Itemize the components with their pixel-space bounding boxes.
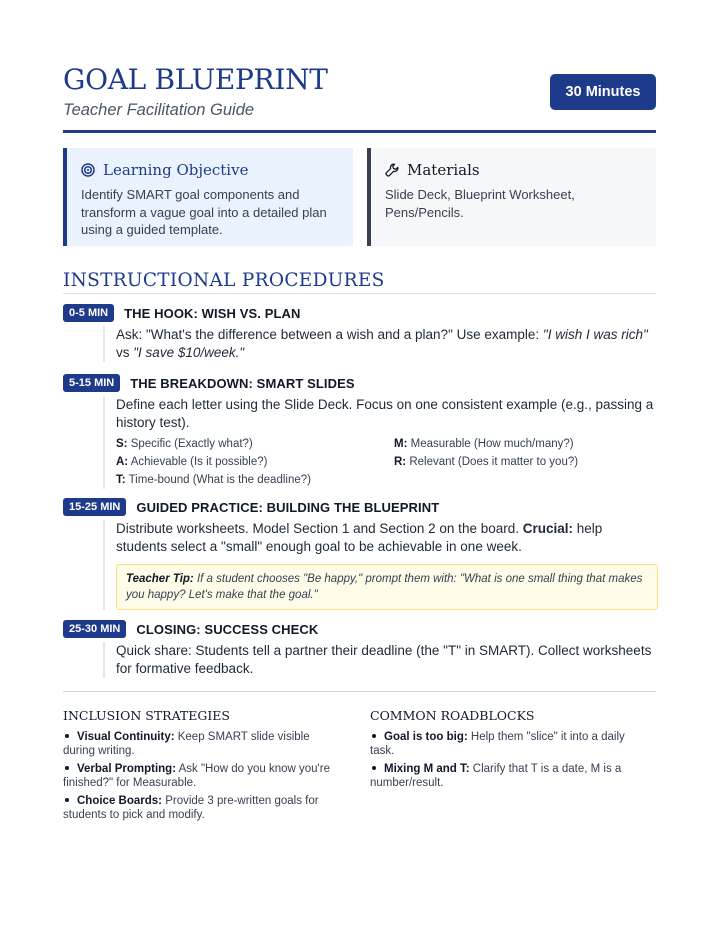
item-text: Ask "How do you know you're finished?" for Measurable. — [63, 763, 330, 789]
item-text: Clarify that T is a date, M is a number/result. — [370, 763, 622, 789]
breakdown-text: Define each letter using the Slide Deck. Focus on one consistent example (e.g., passing a history test). — [116, 397, 654, 430]
footer-divider — [63, 691, 656, 692]
smart-item-m — [394, 435, 594, 453]
smart-desc: Specific (Exactly what?) — [127, 438, 253, 450]
duration-badge: 30 Minutes — [550, 74, 656, 110]
tip-text: If a student chooses "Be happy," prompt them with: "What is one small thing that makes you happy? Let's make that the goal." — [126, 573, 643, 601]
materials-title: Materials — [407, 161, 480, 179]
wrench-icon — [385, 163, 399, 177]
list-item — [370, 730, 650, 758]
smart-letter: R: — [394, 456, 407, 468]
summary-cards — [63, 148, 656, 246]
procedure-header — [63, 304, 656, 322]
time-badge: 15-25 MIN — [63, 498, 126, 516]
practice-text — [116, 520, 656, 556]
bullet-icon — [372, 766, 376, 770]
procedure-text — [103, 396, 656, 489]
smart-desc: Time-bound (What is the deadline?) — [125, 474, 311, 486]
smart-list — [116, 435, 656, 489]
procedure-text — [103, 326, 656, 362]
materials-card — [367, 148, 656, 246]
procedure-title: THE HOOK: WISH VS. PLAN — [124, 305, 301, 321]
smart-letter: T: — [116, 474, 126, 486]
objective-text: Identify SMART goal components and transform a vague goal into a detailed plan using a guided template. — [81, 187, 327, 237]
bullet-icon — [65, 798, 69, 802]
procedure-header — [63, 374, 656, 392]
list-item — [63, 730, 343, 758]
smart-letter: M: — [394, 438, 408, 450]
roadblocks-list — [370, 730, 650, 790]
smart-letter: S: — [116, 438, 128, 450]
list-item — [63, 762, 343, 790]
time-badge: 0-5 MIN — [63, 304, 114, 322]
inclusion-strategies — [63, 708, 343, 826]
objective-heading — [81, 159, 341, 181]
smart-item-t — [116, 471, 394, 489]
inclusion-list — [63, 730, 343, 822]
page-subtitle: Teacher Facilitation Guide — [63, 101, 255, 119]
bullet-icon — [372, 734, 376, 738]
time-badge: 25-30 MIN — [63, 620, 126, 638]
materials-text: Slide Deck, Blueprint Worksheet, Pens/Pencils. — [385, 187, 575, 220]
item-text: Provide 3 pre-written goals for students to pick and modify. — [63, 795, 319, 821]
teacher-tip — [116, 564, 658, 610]
materials-heading — [385, 159, 644, 181]
procedures-divider — [63, 293, 656, 294]
practice-text-b: help students select a "small" enough goal to be achievable in one week. — [116, 521, 603, 554]
procedure-title: CLOSING: SUCCESS CHECK — [136, 621, 319, 637]
item-label: Verbal Prompting: — [77, 763, 177, 775]
item-label: Goal is too big: — [384, 731, 468, 743]
procedure-breakdown — [63, 374, 656, 489]
procedure-header — [63, 498, 656, 516]
objective-card — [63, 148, 353, 246]
time-badge: 5-15 MIN — [63, 374, 120, 392]
item-label: Choice Boards: — [77, 795, 162, 807]
item-text: Keep SMART slide visible during writing. — [63, 731, 310, 757]
bullet-icon — [65, 734, 69, 738]
target-icon — [81, 163, 95, 177]
hook-text-b: vs — [116, 345, 134, 360]
procedure-hook — [63, 304, 656, 362]
inclusion-title: INCLUSION STRATEGIES — [63, 708, 230, 723]
smart-desc: Relevant (Does it matter to you?) — [406, 456, 579, 468]
tip-label: Teacher Tip: — [126, 573, 194, 585]
procedure-header — [63, 620, 656, 638]
roadblocks-title: COMMON ROADBLOCKS — [370, 708, 535, 723]
common-roadblocks — [370, 708, 650, 794]
smart-desc: Measurable (How much/many?) — [407, 438, 574, 450]
procedure-closing — [63, 620, 656, 678]
item-text: Help them "slice" it into a daily task. — [370, 731, 625, 757]
smart-item-s — [116, 435, 394, 453]
objective-title: Learning Objective — [103, 161, 249, 179]
page-title: GOAL BLUEPRINT — [63, 63, 328, 96]
hook-text-a: Ask: "What's the difference between a wish and a plan?" Use example: — [116, 327, 543, 342]
smart-item-r — [394, 453, 594, 471]
practice-crucial: Crucial: — [522, 521, 573, 536]
procedure-title: GUIDED PRACTICE: BUILDING THE BLUEPRINT — [136, 499, 440, 515]
smart-letter: A: — [116, 456, 129, 468]
procedure-text — [103, 520, 656, 610]
hook-quote-a: "I wish I was rich" — [542, 327, 648, 342]
procedure-text: Quick share: Students tell a partner their deadline (the "T" in SMART). Collect worksheets for formative feedback. — [103, 642, 656, 678]
item-label: Mixing M and T: — [384, 763, 470, 775]
procedure-practice — [63, 498, 656, 610]
list-item — [63, 794, 343, 822]
practice-text-a: Distribute worksheets. Model Section 1 and Section 2 on the board. — [116, 521, 523, 536]
header — [63, 60, 656, 120]
bullet-icon — [65, 766, 69, 770]
list-item — [370, 762, 650, 790]
smart-item-a — [116, 453, 394, 471]
hook-quote-b: "I save $10/week." — [133, 345, 245, 360]
item-label: Visual Continuity: — [77, 731, 175, 743]
procedure-title: THE BREAKDOWN: SMART SLIDES — [130, 375, 355, 391]
smart-desc: Achievable (Is it possible?) — [128, 456, 268, 468]
procedures-title: INSTRUCTIONAL PROCEDURES — [63, 270, 385, 291]
header-divider — [63, 130, 656, 133]
